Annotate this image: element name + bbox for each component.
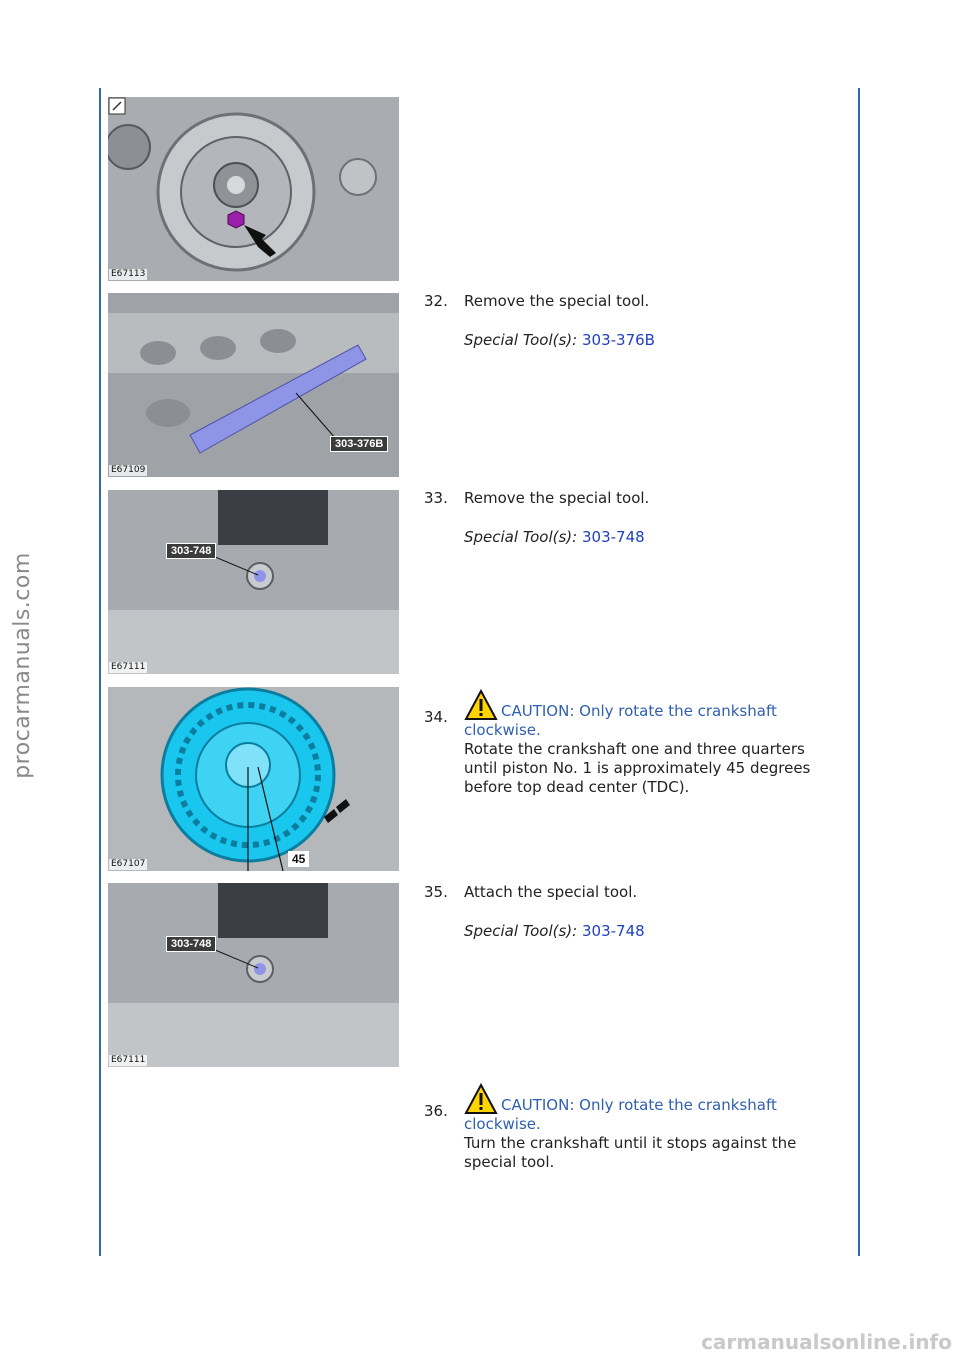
step-33 [424,489,824,547]
step-number: 34. [424,708,448,726]
caution-text-continued: clockwise. [464,721,541,739]
step-32 [424,292,824,350]
left-margin-rule [99,88,101,1256]
figure-code: E67111 [111,1055,146,1065]
side-watermark: procarmanuals.com [9,551,35,779]
step-text: Remove the special tool. [464,489,650,507]
special-tools [464,922,824,941]
step-text: Attach the special tool. [464,883,638,901]
figure-camshaft-tool [108,293,399,477]
caution-text-continued: clockwise. [464,1115,541,1133]
tool-callout: 303-376B [330,436,388,452]
tool-callout: 303-748 [166,936,216,952]
figure-crankshaft-rotate [108,687,399,871]
caution-text: CAUTION: Only rotate the crankshaft [501,1096,777,1114]
figure-drawing [108,490,399,674]
special-tools-label: Special Tool(s): [464,331,578,349]
special-tool-link[interactable]: 303-748 [582,922,645,940]
step-number: 36. [424,1102,448,1120]
special-tool-link[interactable]: 303-376B [582,331,655,349]
figure-code: E67109 [111,465,146,475]
special-tools-label: Special Tool(s): [464,528,578,546]
special-tool-link[interactable]: 303-748 [582,528,645,546]
footer-watermark: carmanualsonline.info [701,1330,952,1354]
figure-code: E67111 [111,662,146,672]
figure-drawing [108,883,399,1067]
warning-icon [464,1083,498,1115]
step-text: Rotate the crankshaft one and three quarters until piston No. 1 is approximately 45 degrees before top dead center (TDC). [464,740,811,796]
special-tools [464,331,824,350]
special-tools-label: Special Tool(s): [464,922,578,940]
caution-text: CAUTION: Only rotate the crankshaft [501,702,777,720]
figure-code: E67113 [111,269,146,279]
figure-drawing [108,97,399,281]
figure-tdc-pin-removed [108,490,399,674]
special-tools [464,528,824,547]
step-34 [424,689,824,797]
right-margin-rule [858,88,860,1256]
warning-icon [464,689,498,721]
figure-crankshaft-bolt [108,97,399,281]
step-36 [424,1083,824,1172]
step-number: 35. [424,883,448,901]
step-35 [424,883,824,941]
step-number: 33. [424,489,448,507]
step-number: 32. [424,292,448,310]
step-text: Turn the crankshaft until it stops against the special tool. [464,1134,797,1171]
tool-callout: 303-748 [166,543,216,559]
figure-code: E67107 [111,859,146,869]
figure-tdc-pin-installed [108,883,399,1067]
figure-drawing [108,687,399,871]
step-text: Remove the special tool. [464,292,650,310]
angle-label: 45 [288,851,309,867]
